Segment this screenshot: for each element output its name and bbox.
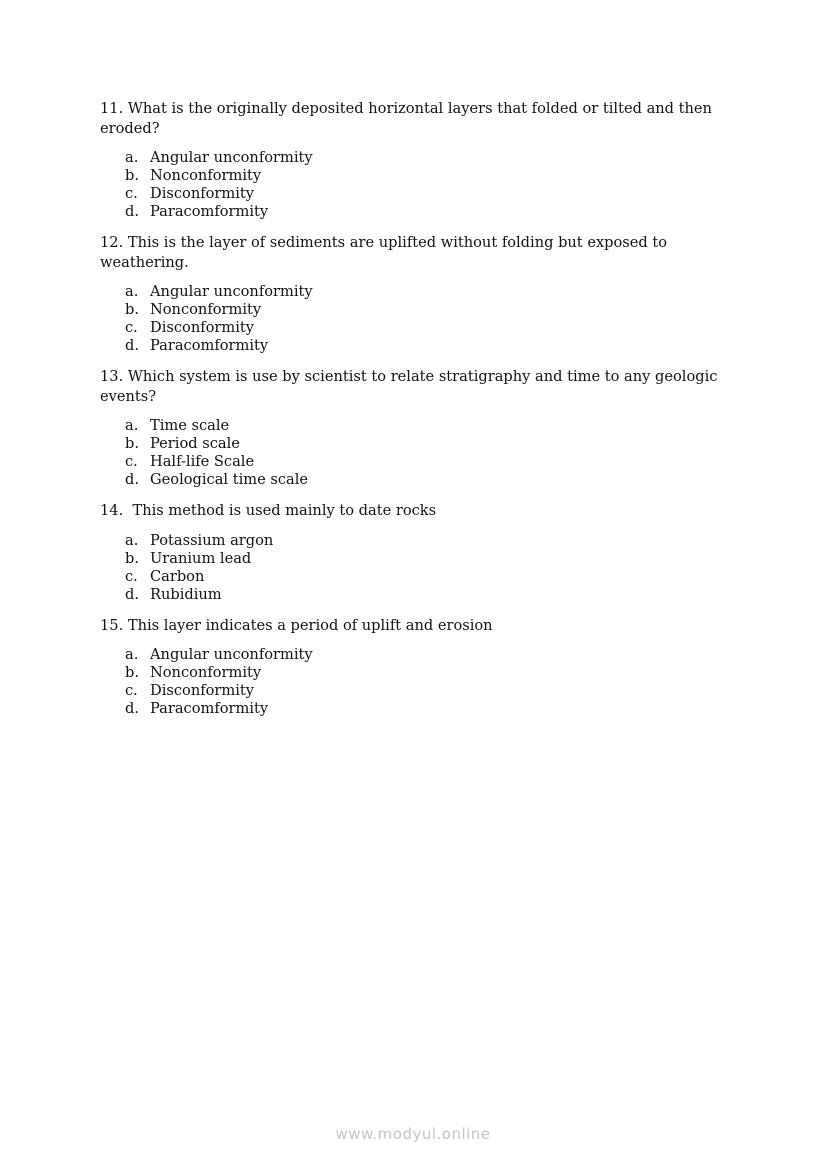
choice-letter: a. [125,417,139,434]
question-15 [100,616,726,719]
choice-list [100,646,726,718]
choice-text: Disconformity [150,185,254,202]
choice-text: Angular unconformity [150,283,313,300]
choice-text: Disconformity [150,319,254,336]
choice-text: Angular unconformity [150,149,313,166]
choice-item [100,337,726,355]
choice-text: Time scale [150,417,230,434]
choice-list [100,532,726,604]
choice-text: Paracomformity [150,337,269,354]
choice-item [100,417,726,435]
choice-item [100,682,726,700]
question-14 [100,501,726,604]
choice-list [100,417,726,489]
choice-item [100,435,726,453]
choice-item [100,550,726,568]
choice-text: Potassium argon [150,531,274,549]
choice-letter: b. [125,167,139,184]
choice-text: Uranium lead [150,549,252,567]
question-text: 15. This layer indicates a period of uplift and erosion [100,616,493,634]
choice-item [100,568,726,586]
choice-text: Rubidium [150,585,222,603]
choice-text: Geological time scale [150,471,309,488]
choice-letter: a. [125,531,139,549]
choice-list [100,149,726,221]
choice-text: Paracomformity [150,700,269,717]
choice-letter: b. [125,301,139,318]
question-text: 14. This method is used mainly to date rocks [100,502,437,519]
choice-item [100,664,726,682]
question-text: 12. This is the layer of sediments are uplifted without folding but exposed to weathering. [100,234,668,271]
question-13 [100,367,726,489]
choice-item [100,453,726,471]
choice-text: Angular unconformity [150,646,313,663]
choice-item [100,319,726,337]
choice-letter: b. [125,549,139,567]
choice-letter: a. [125,283,139,300]
choice-item [100,185,726,203]
choice-item [100,700,726,718]
choice-item [100,471,726,489]
choice-letter: c. [125,319,138,336]
choice-letter: b. [125,664,139,681]
choice-letter: d. [125,700,139,717]
choice-list [100,283,726,355]
question-text: 11. What is the originally deposited horizontal layers that folded or tilted and then eroded? [100,100,712,137]
choice-letter: d. [125,585,139,603]
choice-item [100,586,726,604]
choice-letter: d. [125,203,139,220]
choice-letter: c. [125,682,138,699]
choice-letter: c. [125,567,138,585]
choice-text: Paracomformity [150,203,269,220]
question-text: 13. Which system is use by scientist to relate stratigraphy and time to any geologic events? [100,368,718,405]
choice-letter: b. [125,435,139,452]
choice-item [100,203,726,221]
choice-item [100,532,726,550]
watermark-text: www.modyul.online [335,1125,491,1143]
choice-text: Nonconformity [150,301,262,318]
choice-text: Nonconformity [150,664,262,681]
question-11 [100,99,726,221]
choice-text: Disconformity [150,682,254,699]
choice-letter: d. [125,337,139,354]
choice-item [100,149,726,167]
question-12 [100,233,726,355]
choice-letter: c. [125,185,138,202]
choice-item [100,301,726,319]
choice-item [100,283,726,301]
choice-item [100,646,726,664]
choice-text: Nonconformity [150,167,262,184]
choice-letter: c. [125,453,138,470]
document-page [100,99,726,718]
choice-text: Half-life Scale [150,453,255,470]
choice-item [100,167,726,185]
choice-text: Period scale [150,435,240,452]
choice-letter: d. [125,471,139,488]
choice-text: Carbon [150,567,205,585]
choice-letter: a. [125,149,139,166]
choice-letter: a. [125,646,139,663]
